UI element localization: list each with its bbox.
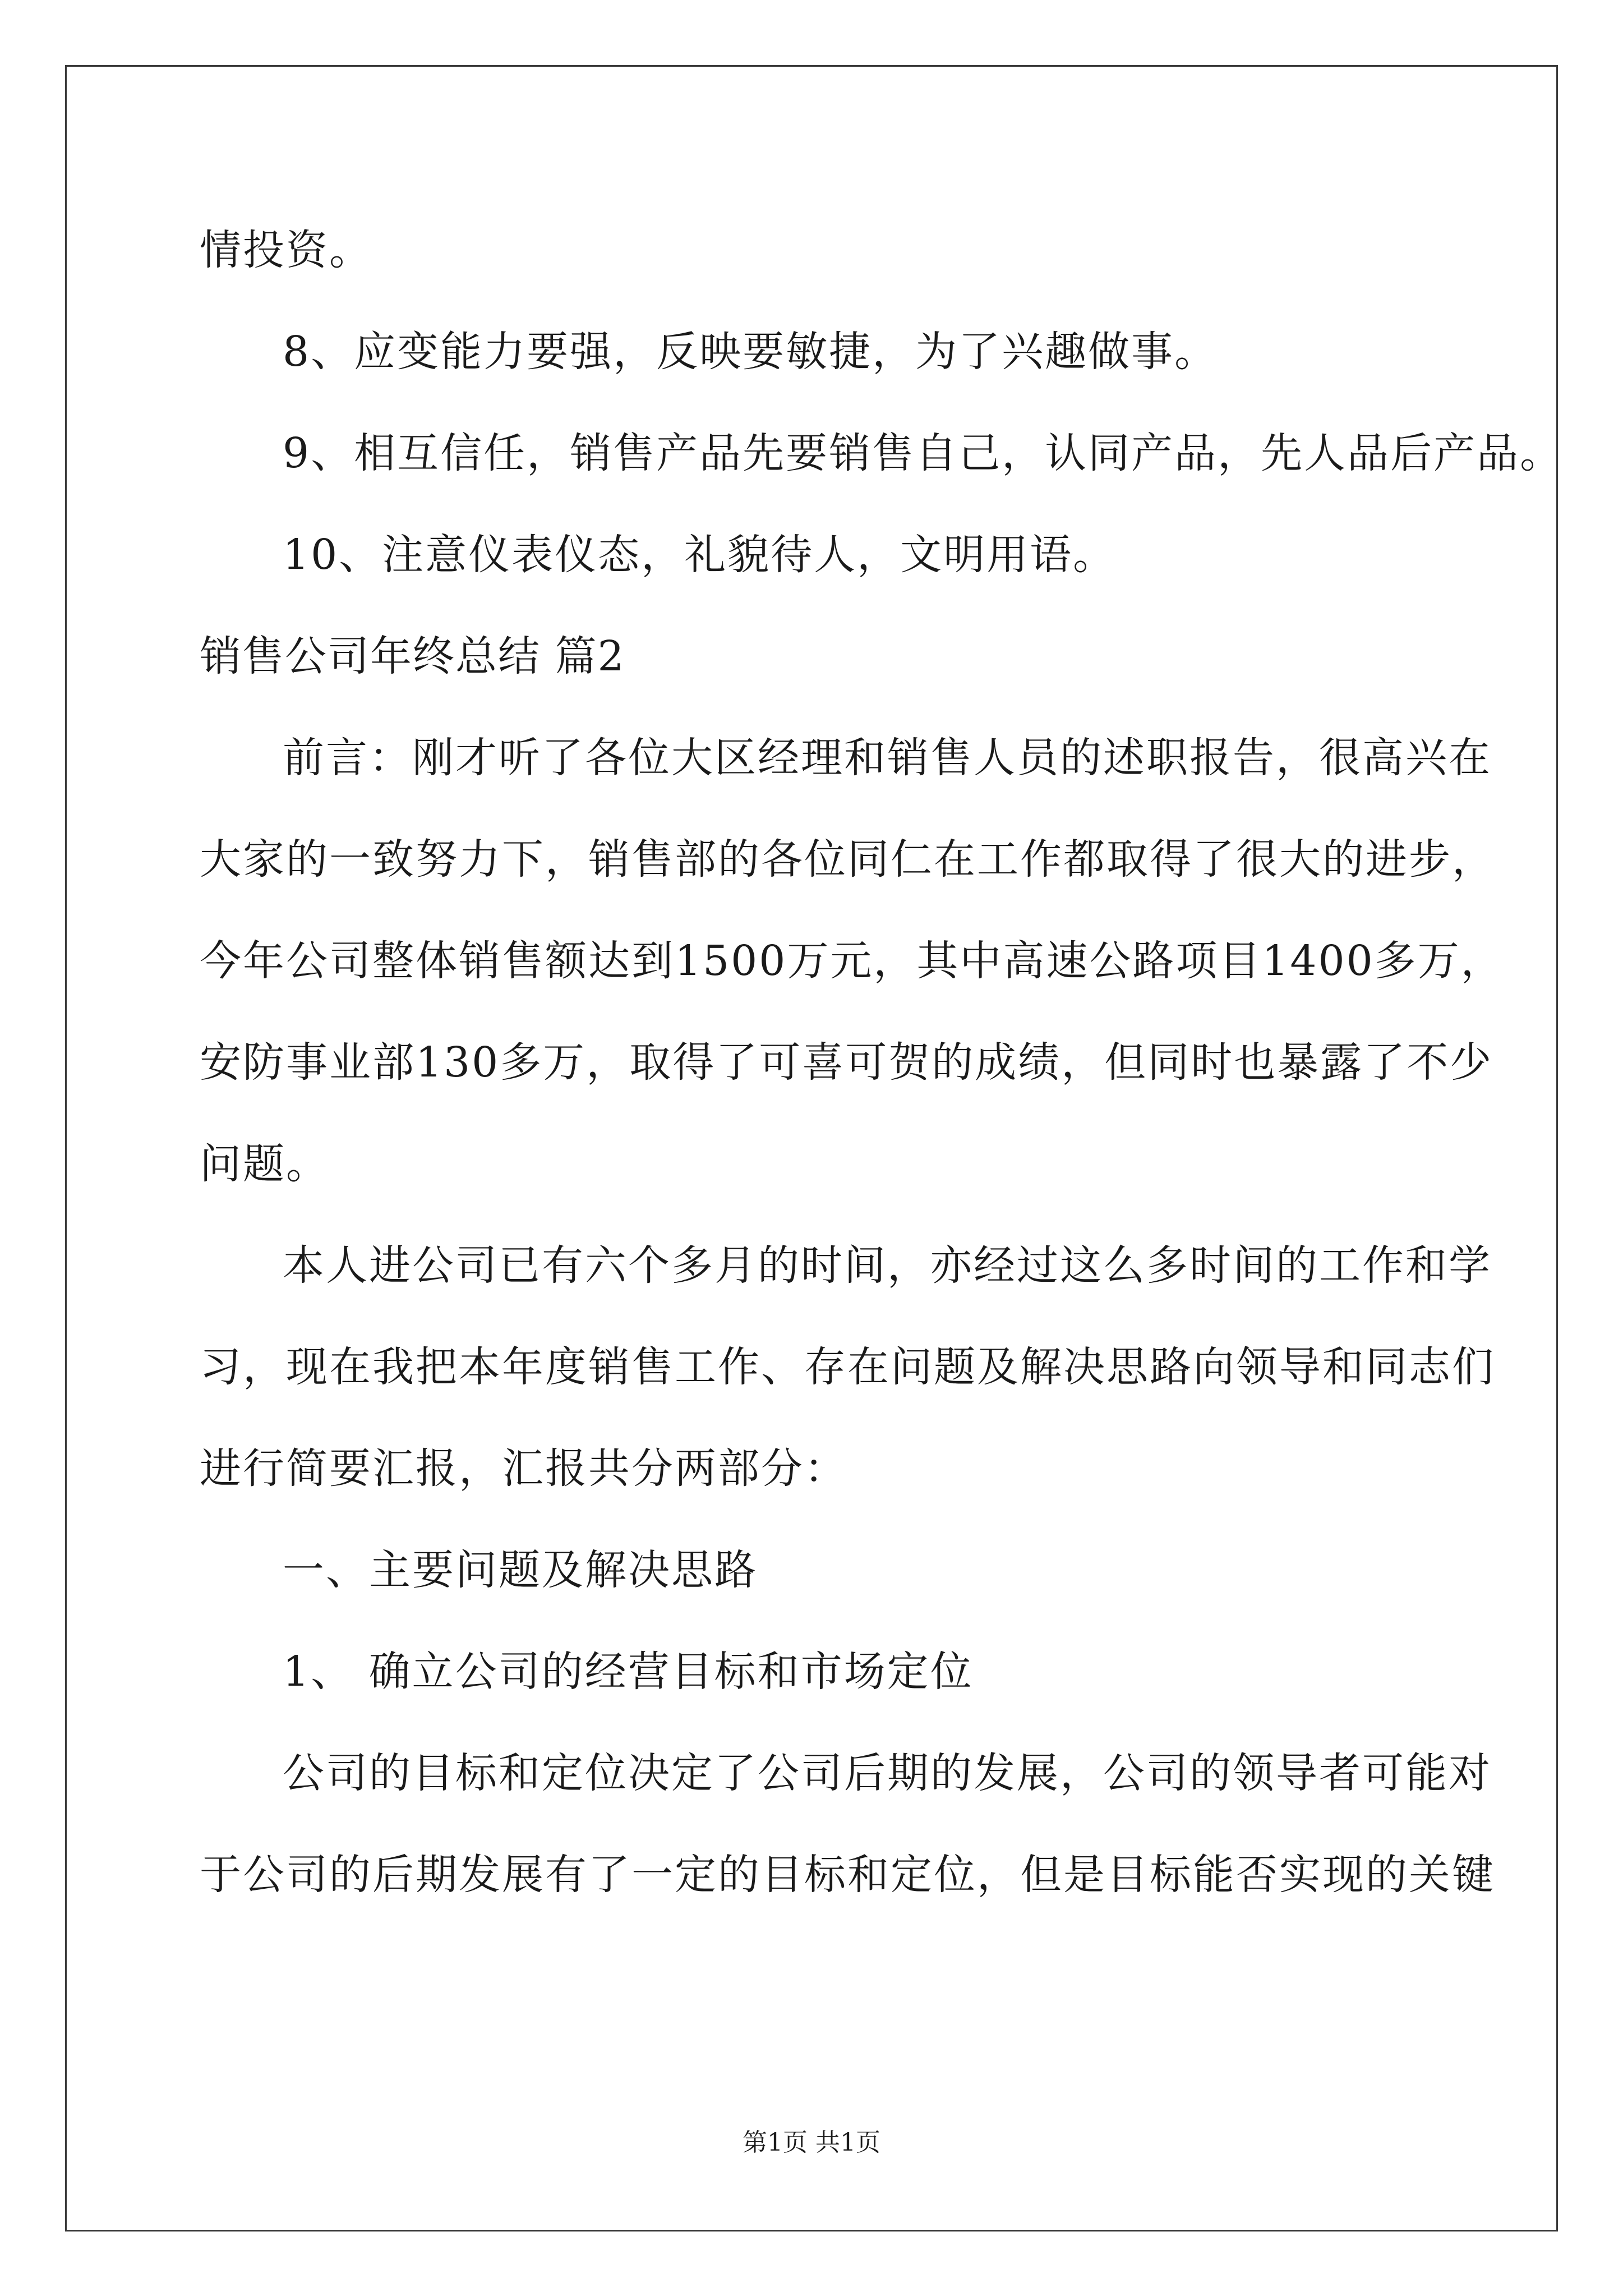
- list-item-9: 9、相互信任，销售产品先要销售自己，认同产品，先人品后产品。: [283, 429, 1564, 477]
- section-heading: 销售公司年终总结 篇2: [200, 632, 625, 680]
- text-line-continuation: 情投资。: [200, 226, 372, 274]
- paragraph-line: 问题。: [200, 1140, 329, 1188]
- paragraph-line: 进行简要汇报，汇报共分两部分：: [200, 1444, 847, 1493]
- list-item-10: 10、注意仪表仪态，礼貌待人，文明用语。: [283, 531, 1117, 579]
- paragraph-line: 本人进公司已有六个多月的时间，亦经过这么多时间的工作和学: [283, 1241, 1492, 1290]
- paragraph-line: 于公司的后期发展有了一定的目标和定位，但是目标能否实现的关键: [200, 1851, 1495, 1899]
- page-footer: 第1页 共1页: [743, 2128, 880, 2157]
- numbered-heading: 1、 确立公司的经营目标和市场定位: [283, 1648, 974, 1696]
- subsection-heading: 一、主要问题及解决思路: [283, 1546, 758, 1594]
- paragraph-line: 今年公司整体销售额达到1500万元，其中高速公路项目1400多万，: [200, 937, 1504, 985]
- paragraph-line: 安防事业部130多万，取得了可喜可贺的成绩，但同时也暴露了不少: [200, 1038, 1493, 1087]
- paragraph-line: 公司的目标和定位决定了公司后期的发展，公司的领导者可能对: [283, 1749, 1492, 1797]
- paragraph-line: 大家的一致努力下，销售部的各位同仁在工作都取得了很大的进步，: [200, 835, 1495, 884]
- paragraph-line: 前言：刚才听了各位大区经理和销售人员的述职报告，很高兴在: [283, 734, 1492, 782]
- list-item-8: 8、应变能力要强，反映要敏捷，为了兴趣做事。: [283, 328, 1218, 376]
- paragraph-line: 习，现在我把本年度销售工作、存在问题及解决思路向领导和同志们: [200, 1343, 1495, 1391]
